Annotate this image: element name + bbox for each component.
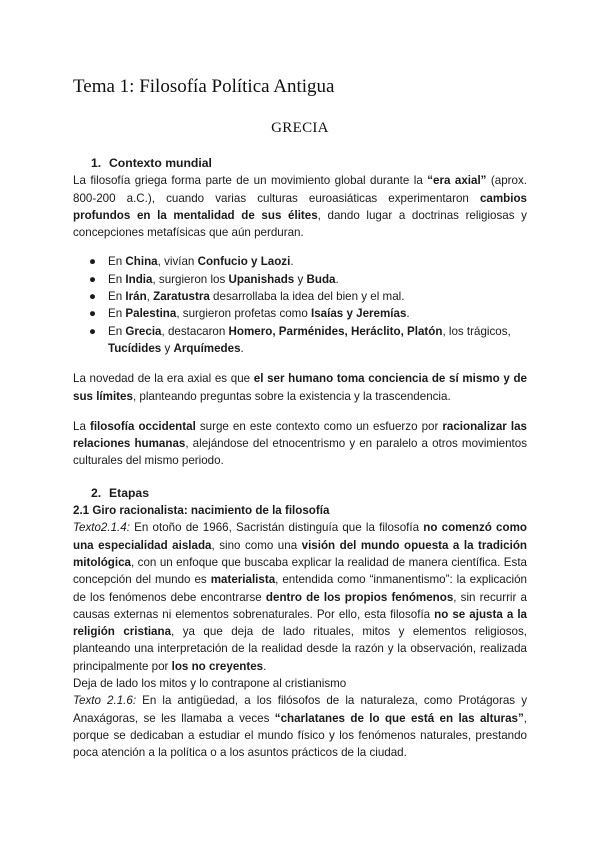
list-item — [73, 288, 527, 305]
bold-run: Tucídides — [108, 341, 162, 355]
bold-run: Buda — [306, 272, 336, 286]
bold-run: Homero, Parménides, Heráclito, Platón — [228, 324, 443, 338]
bold-run: Isaías y Jeremías — [311, 307, 407, 321]
paragraph — [73, 418, 527, 470]
text-run: , — [146, 290, 154, 304]
section-number: 2. — [91, 485, 102, 500]
bold-run: racionalizar las relaciones humanas — [73, 419, 527, 451]
text-run: , con un enfoque que buscaba explicar la realidad de manera científica. Esta concepción del mundo es — [73, 555, 527, 587]
text-run: . — [335, 272, 339, 286]
list-item — [73, 305, 527, 322]
bold-run: Grecia — [125, 324, 162, 338]
page-subtitle: GRECIA — [271, 120, 329, 136]
text-run: . — [240, 341, 244, 355]
text-run: , sin recurrir a causas externas ni elementos sobrenaturales. Por ello, esta filosofía — [73, 590, 527, 621]
text-run: . — [263, 659, 267, 673]
bold-run: Upanishads — [228, 272, 295, 286]
text-run: En — [108, 307, 126, 321]
text-run: La novedad de la era axial es que — [73, 372, 254, 386]
text-run: La filosofía griega forma parte de un movimiento global durante la — [73, 174, 428, 188]
text-run: , alejándose del etnocentrismo y en paralelo a otros movimientos culturales del mismo periodo. — [73, 437, 528, 468]
text-run: , sino como una — [211, 538, 302, 552]
paragraph — [73, 370, 527, 405]
text-run: En la antigüedad, a los filósofos de la naturaleza, como Protágoras y Anaxágoras, se les llamaba a veces — [73, 694, 527, 725]
text-run: . — [406, 307, 410, 321]
text-run: , ya que deja de lado rituales, mitos y elementos religiosos, planteando una interpretación de la realidad desde la razón y la observación, realizada principalmente por — [73, 625, 527, 673]
note-line: Deja de lado los mitos y lo contrapone al cristianismo — [73, 677, 347, 691]
text-run: , destacaron — [161, 324, 229, 338]
text-run: , surgieron los — [152, 272, 229, 286]
text-run: En otoño de 1966, Sacristán distinguía que la filosofía — [129, 521, 424, 535]
bullet-icon: ● — [89, 255, 97, 269]
text-run: desarrollaba la idea del bien y el mal. — [209, 290, 405, 304]
bold-run: cambios profundos en la mentalidad de sus élites — [73, 191, 527, 222]
bold-run: dentro de los propios fenómenos — [265, 590, 454, 604]
page-title: Tema 1: Filosofía Política Antigua — [73, 76, 335, 97]
text-run: En — [108, 272, 126, 286]
list-item — [73, 323, 527, 358]
document-body — [73, 155, 527, 762]
text-run: . — [290, 255, 294, 269]
text-run: En — [108, 324, 126, 338]
text-excerpt — [73, 692, 527, 761]
list-item — [73, 253, 527, 270]
text-run: En — [108, 290, 126, 304]
text-excerpt — [73, 519, 527, 675]
bold-run: el ser humano toma conciencia de sí mismo y de sus límites — [73, 372, 527, 403]
section-number: 1. — [91, 156, 102, 170]
bold-run: “era axial” — [427, 174, 487, 188]
subsection-heading: 2.1 Giro racionalista: nacimiento de la filosofía — [73, 504, 330, 518]
text-run: (aprox. 800-200 a.C.), cuando varias culturas euroasiáticas experimentaron — [73, 174, 527, 205]
bold-run: Irán — [125, 290, 147, 304]
bold-run: “charlatanes de lo que está en las alturas” — [274, 711, 524, 725]
bold-run: Arquímedes — [173, 341, 241, 355]
bold-run: materialista — [210, 573, 276, 587]
text-run: , vivían — [157, 255, 198, 269]
text-run: y — [294, 272, 307, 286]
bullet-list — [73, 253, 527, 357]
bold-run: los no creyentes — [171, 659, 264, 673]
text-run: La — [73, 419, 90, 433]
text-run: , porque se dedicaban a estudiar el mundo físico y los fenómenos naturales, prestando poca atención a la política o a los asuntos prácticos de la ciudad. — [73, 711, 527, 760]
bold-run: China — [125, 255, 158, 269]
bold-run: filosofía occidental — [89, 419, 196, 433]
text-run: surge en este contexto como un esfuerzo por — [195, 419, 443, 433]
section-heading-1 — [91, 155, 527, 172]
text-run: , planteando preguntas sobre la existencia y la trascendencia. — [132, 389, 451, 403]
bold-run: Palestina — [125, 307, 177, 321]
bullet-icon: ● — [89, 324, 97, 338]
text-run: , surgieron profetas como — [176, 307, 312, 321]
text-run: , entendida como “inmanentismo”: la explicación de los fenómenos debe encontrarse — [73, 573, 527, 604]
bold-run: visión del mundo opuesta a la tradición mitológica — [73, 538, 527, 569]
section-title: Contexto mundial — [109, 156, 212, 170]
bold-run: no comenzó como una especialidad aislada — [73, 521, 527, 552]
bold-run: Confucio y Laozi — [197, 255, 291, 269]
bullet-icon: ● — [89, 307, 97, 321]
list-item — [73, 271, 527, 288]
text-run: En — [108, 255, 126, 269]
excerpt-label: Texto 2.1.6: — [73, 694, 137, 708]
excerpt-label: Texto2.1.4: — [73, 521, 130, 535]
text-run: , los trágicos, — [442, 324, 511, 338]
section-title: Etapas — [109, 485, 149, 500]
section-heading-2 — [91, 485, 527, 502]
bold-run: no se ajusta a la religión cristiana — [73, 607, 527, 639]
text-run: y — [161, 341, 174, 355]
bold-run: Zaratustra — [153, 290, 210, 304]
text-run: , dando lugar a doctrinas religiosas y concepciones metafísicas que aún perduran. — [73, 208, 527, 240]
bullet-icon: ● — [89, 290, 97, 304]
bullet-icon: ● — [89, 272, 97, 286]
bold-run: India — [125, 272, 153, 286]
paragraph — [73, 172, 527, 241]
